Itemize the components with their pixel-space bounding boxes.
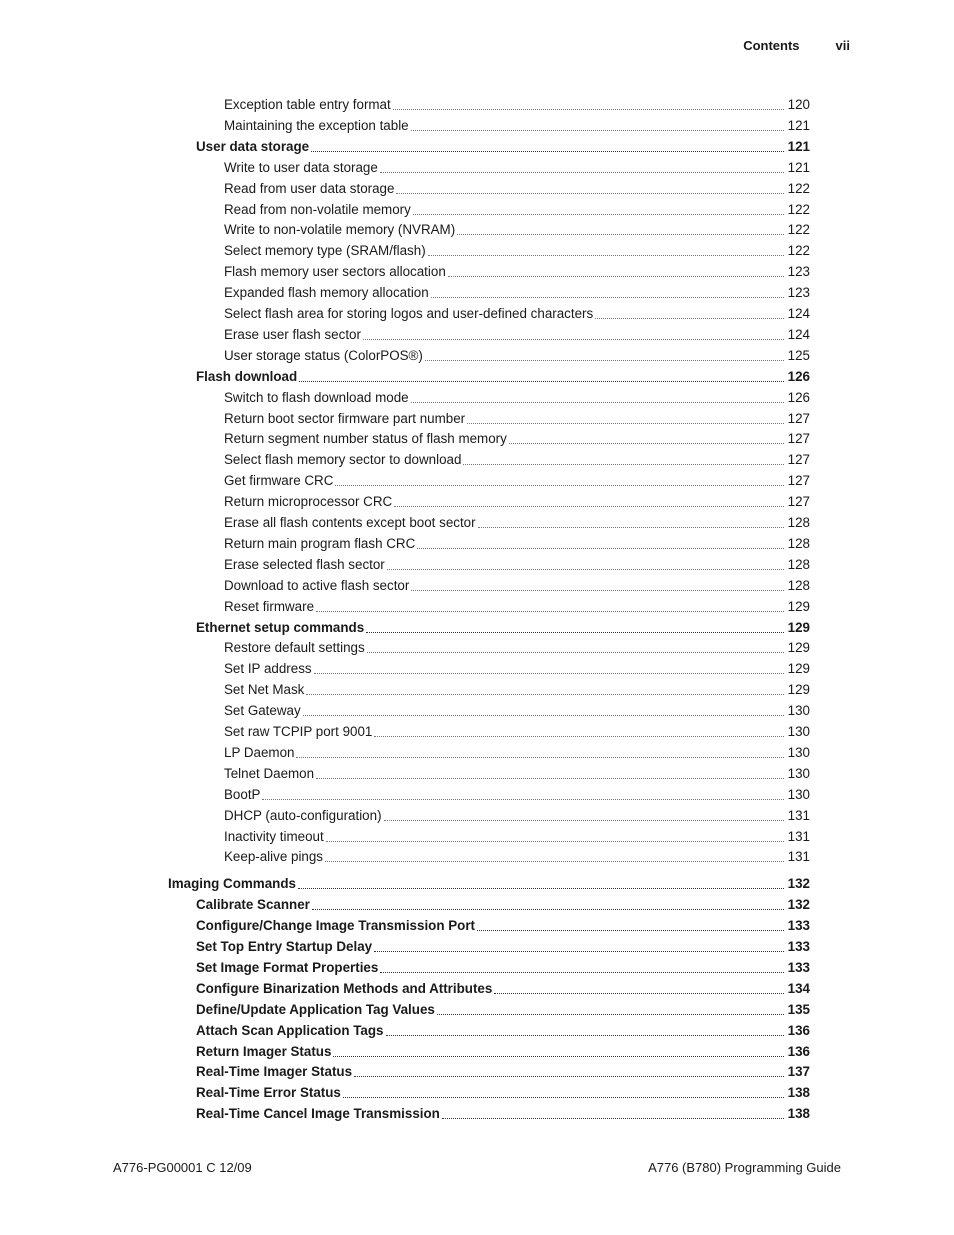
page-header	[743, 38, 850, 53]
toc-entry-title: Write to user data storage	[224, 159, 378, 175]
toc-entry-title: DHCP (auto-configuration)	[224, 807, 382, 823]
toc-dot-leader	[314, 672, 784, 674]
toc-dot-leader	[380, 171, 784, 173]
toc-entry-page: 127	[787, 410, 810, 426]
toc-entry-page: 122	[787, 243, 810, 259]
toc-dot-leader	[386, 1034, 784, 1036]
toc-entry-page: 129	[787, 682, 810, 698]
toc-entry[interactable]	[196, 366, 810, 387]
toc-entry-title: LP Daemon	[224, 744, 295, 760]
toc-dot-leader	[431, 296, 784, 298]
toc-entry-title: Download to active flash sector	[224, 577, 410, 593]
toc-entry-title: Calibrate Scanner	[196, 897, 310, 913]
toc-entry-title: BootP	[224, 786, 261, 802]
toc-entry[interactable]	[196, 915, 810, 936]
footer-doc-code: A776-PG00001 C 12/09	[113, 1160, 252, 1175]
toc-entry-title: User data storage	[196, 138, 310, 154]
toc-dot-leader	[299, 380, 783, 382]
page-footer	[113, 1160, 841, 1175]
header-section-title: Contents	[743, 38, 800, 53]
toc-entry-page: 129	[787, 661, 810, 677]
toc-entry-title: Maintaining the exception table	[224, 117, 409, 133]
toc-entry-page: 124	[787, 306, 810, 321]
toc-dot-leader	[477, 929, 784, 931]
toc-dot-leader	[380, 971, 783, 973]
toc-dot-leader	[467, 422, 784, 424]
toc-dot-leader	[312, 908, 784, 910]
toc-entry[interactable]	[224, 115, 810, 136]
toc-entry-page: 131	[787, 849, 810, 865]
toc-entry-title: Keep-alive pings	[224, 849, 324, 865]
toc-entry[interactable]	[224, 387, 810, 408]
toc-dot-leader	[374, 950, 784, 952]
toc-entry-page: 138	[787, 1106, 810, 1122]
toc-entry-title: Ethernet setup commands	[196, 619, 365, 635]
toc-entry-page: 120	[787, 97, 810, 112]
toc-entry-page: 130	[787, 765, 810, 781]
toc-entry-page: 129	[787, 598, 810, 614]
toc-entry-title: Return segment number status of flash memory	[224, 431, 507, 447]
toc-entry-title: Select flash memory sector to download	[224, 452, 462, 468]
toc-entry-title: Real-Time Cancel Image Transmission	[196, 1106, 440, 1122]
toc-entry-title: Get firmware CRC	[224, 473, 334, 489]
toc-entry-title: Configure/Change Image Transmission Port	[196, 918, 476, 934]
toc-entry-title: Read from non-volatile memory	[224, 201, 411, 217]
toc-entry-title: Return microprocessor CRC	[224, 494, 393, 510]
toc-entry[interactable]	[196, 136, 810, 157]
toc-entry-title: Configure Binarization Methods and Attributes	[196, 980, 493, 996]
toc-entry-page: 127	[787, 473, 810, 489]
toc-entry[interactable]	[224, 721, 810, 742]
toc-entry-page: 128	[787, 556, 810, 572]
toc-dot-leader	[326, 840, 784, 842]
toc-entry-page: 123	[787, 285, 810, 301]
toc-entry[interactable]	[224, 470, 810, 491]
toc-entry[interactable]	[196, 978, 810, 999]
toc-entry-title: Real-Time Error Status	[196, 1085, 341, 1101]
toc-dot-leader	[262, 798, 783, 800]
toc-entry-page: 134	[787, 980, 810, 996]
toc-dot-leader	[411, 589, 783, 591]
toc-dot-leader	[384, 819, 784, 821]
toc-entry-title: Set raw TCPIP port 9001	[224, 724, 373, 739]
toc-entry[interactable]	[224, 533, 810, 554]
toc-entry-page: 130	[787, 744, 810, 760]
toc-dot-leader	[366, 631, 783, 633]
toc-entry-page: 129	[787, 619, 810, 635]
toc-dot-leader	[411, 129, 784, 131]
toc-dot-leader	[494, 992, 783, 994]
header-page-number: vii	[835, 38, 850, 53]
toc-dot-leader	[363, 338, 784, 340]
toc-entry-page: 128	[787, 515, 810, 530]
toc-entry-page: 126	[787, 389, 810, 405]
toc-dot-leader	[394, 505, 783, 507]
toc-entry-page: 133	[787, 918, 810, 934]
toc-dot-leader	[437, 1013, 784, 1015]
toc-entry[interactable]	[224, 199, 810, 220]
toc-entry-title: Attach Scan Application Tags	[196, 1022, 384, 1038]
toc-entry-page: 133	[787, 959, 810, 975]
toc-entry[interactable]	[224, 512, 810, 533]
toc-entry-page: 133	[787, 939, 810, 954]
toc-entry-title: Define/Update Application Tag Values	[196, 1001, 435, 1017]
toc-entry[interactable]	[224, 240, 810, 261]
toc-dot-leader	[417, 547, 783, 549]
toc-entry-page: 123	[787, 264, 810, 280]
toc-entry-page: 132	[787, 897, 810, 913]
toc-entry-title: Select flash area for storing logos and user-defined characters	[224, 306, 594, 321]
toc-entry[interactable]	[168, 873, 810, 894]
toc-entry[interactable]	[196, 894, 810, 915]
toc-dot-leader	[325, 860, 784, 862]
toc-entry[interactable]	[224, 219, 810, 240]
toc-dot-leader	[367, 651, 784, 653]
toc-entry-title: Set Top Entry Startup Delay	[196, 939, 373, 954]
toc-entry[interactable]	[196, 1103, 810, 1124]
toc-entry-page: 121	[787, 159, 810, 175]
toc-dot-leader	[296, 756, 783, 758]
toc-entry-title: Erase user flash sector	[224, 326, 361, 342]
toc-entry[interactable]	[224, 826, 810, 847]
toc-dot-leader	[333, 1055, 783, 1057]
toc-entry-page: 121	[787, 117, 810, 133]
toc-entry-page: 138	[787, 1085, 810, 1101]
toc-entry[interactable]	[224, 637, 810, 658]
toc-entry[interactable]	[224, 408, 810, 429]
toc-entry[interactable]	[196, 1041, 810, 1062]
toc-entry-title: Return main program flash CRC	[224, 535, 416, 551]
toc-entry-page: 137	[787, 1064, 810, 1080]
toc-entry-page: 136	[787, 1022, 810, 1038]
toc-entry-title: Return boot sector firmware part number	[224, 410, 466, 426]
toc-entry[interactable]	[224, 742, 810, 763]
toc-dot-leader	[316, 777, 784, 779]
toc-entry-title: Restore default settings	[224, 640, 365, 656]
toc-entry-page: 135	[787, 1001, 810, 1017]
toc-dot-leader	[442, 1117, 784, 1119]
toc-dot-leader	[306, 693, 783, 695]
toc-entry-title: User storage status (ColorPOS®)	[224, 347, 423, 363]
toc-entry[interactable]	[224, 846, 810, 867]
toc-entry-page: 121	[787, 138, 810, 154]
toc-entry[interactable]	[196, 1061, 810, 1082]
toc-entry[interactable]	[224, 303, 810, 324]
toc-dot-leader	[463, 463, 783, 465]
toc-entry-title: Expanded flash memory allocation	[224, 285, 429, 301]
toc-entry-title: Erase selected flash sector	[224, 556, 385, 572]
toc-entry-page: 131	[787, 807, 810, 823]
toc-entry[interactable]	[224, 700, 810, 721]
toc-dot-leader	[478, 526, 784, 528]
toc-entry[interactable]	[196, 999, 810, 1020]
toc-entry[interactable]	[224, 261, 810, 282]
footer-doc-title: A776 (B780) Programming Guide	[648, 1160, 841, 1175]
toc-entry[interactable]	[224, 784, 810, 805]
toc-entry[interactable]	[224, 345, 810, 366]
toc-entry-title: Set Net Mask	[224, 682, 305, 698]
toc-dot-leader	[396, 192, 783, 194]
toc-entry-title: Flash memory user sectors allocation	[224, 264, 446, 280]
toc-entry-title: Set IP address	[224, 661, 312, 677]
toc-dot-leader	[413, 213, 784, 215]
toc-entry[interactable]	[224, 178, 810, 199]
toc-entry[interactable]	[224, 157, 810, 178]
toc-entry[interactable]	[224, 596, 810, 617]
toc-entry-page: 126	[787, 368, 810, 384]
toc-dot-leader	[343, 1096, 784, 1098]
toc-entry[interactable]	[224, 428, 810, 449]
toc-entry[interactable]	[196, 617, 810, 638]
toc-entry-page: 127	[787, 431, 810, 447]
toc-dot-leader	[311, 150, 784, 152]
toc-entry-page: 127	[787, 494, 810, 510]
toc-entry-page: 130	[787, 786, 810, 802]
toc-entry[interactable]	[196, 957, 810, 978]
toc-entry-title: Telnet Daemon	[224, 765, 315, 781]
toc-entry-title: Erase all flash contents except boot sector	[224, 515, 476, 530]
toc-entry[interactable]	[224, 679, 810, 700]
toc-dot-leader	[393, 108, 784, 110]
toc-entry[interactable]	[224, 324, 810, 345]
toc-entry[interactable]	[224, 491, 810, 512]
toc-dot-leader	[335, 484, 783, 486]
toc-entry[interactable]	[224, 282, 810, 303]
toc-dot-leader	[387, 568, 784, 570]
toc-dot-leader	[428, 254, 784, 256]
toc-entry-title: Exception table entry format	[224, 97, 391, 112]
toc-entry-title: Set Gateway	[224, 703, 301, 719]
toc-dot-leader	[354, 1075, 784, 1077]
toc-entry-page: 129	[787, 640, 810, 656]
toc-dot-leader	[316, 610, 784, 612]
toc-entry-title: Read from user data storage	[224, 180, 395, 196]
toc-entry-title: Inactivity timeout	[224, 828, 324, 844]
toc-entry-title: Write to non-volatile memory (NVRAM)	[224, 222, 456, 238]
toc-entry-page: 125	[787, 347, 810, 363]
toc-dot-leader	[509, 442, 784, 444]
toc-dot-leader	[448, 275, 784, 277]
toc-dot-leader	[303, 714, 784, 716]
toc-entry-title: Reset firmware	[224, 598, 315, 614]
toc-entry-page: 131	[787, 828, 810, 844]
toc-entry-page: 122	[787, 180, 810, 196]
toc-dot-leader	[374, 735, 783, 737]
toc-entry-page: 128	[787, 535, 810, 551]
toc-entry[interactable]	[224, 449, 810, 470]
toc-entry-page: 124	[787, 326, 810, 342]
toc-entry-title: Real-Time Imager Status	[196, 1064, 353, 1080]
toc-entry-title: Flash download	[196, 368, 298, 384]
toc-dot-leader	[457, 233, 783, 235]
toc-entry[interactable]	[196, 1020, 810, 1041]
toc-entry[interactable]	[196, 936, 810, 957]
toc-dot-leader	[425, 359, 784, 361]
toc-entry[interactable]	[224, 658, 810, 679]
toc-entry[interactable]	[224, 94, 810, 115]
toc-dot-leader	[595, 317, 783, 319]
toc-entry-page: 128	[787, 577, 810, 593]
toc-entry[interactable]	[224, 554, 810, 575]
toc-entry-page: 127	[787, 452, 810, 468]
toc-entry[interactable]	[224, 763, 810, 784]
toc-entry-page: 130	[787, 703, 810, 719]
toc-entry[interactable]	[196, 1082, 810, 1103]
toc-entry-page: 136	[787, 1043, 810, 1059]
toc-entry-title: Imaging Commands	[168, 876, 296, 892]
toc-entry-page: 122	[787, 222, 810, 238]
toc-entry[interactable]	[224, 575, 810, 596]
toc-entry-title: Switch to flash download mode	[224, 389, 409, 405]
toc-entry-title: Select memory type (SRAM/flash)	[224, 243, 426, 259]
toc-entry-page: 122	[787, 201, 810, 217]
toc-entry[interactable]	[224, 805, 810, 826]
toc-dot-leader	[298, 887, 784, 889]
toc-entry-page: 132	[787, 876, 810, 892]
toc-entry-page: 130	[787, 724, 810, 739]
toc-entry-title: Set Image Format Properties	[196, 959, 379, 975]
toc-dot-leader	[411, 401, 784, 403]
toc-entry-title: Return Imager Status	[196, 1043, 332, 1059]
